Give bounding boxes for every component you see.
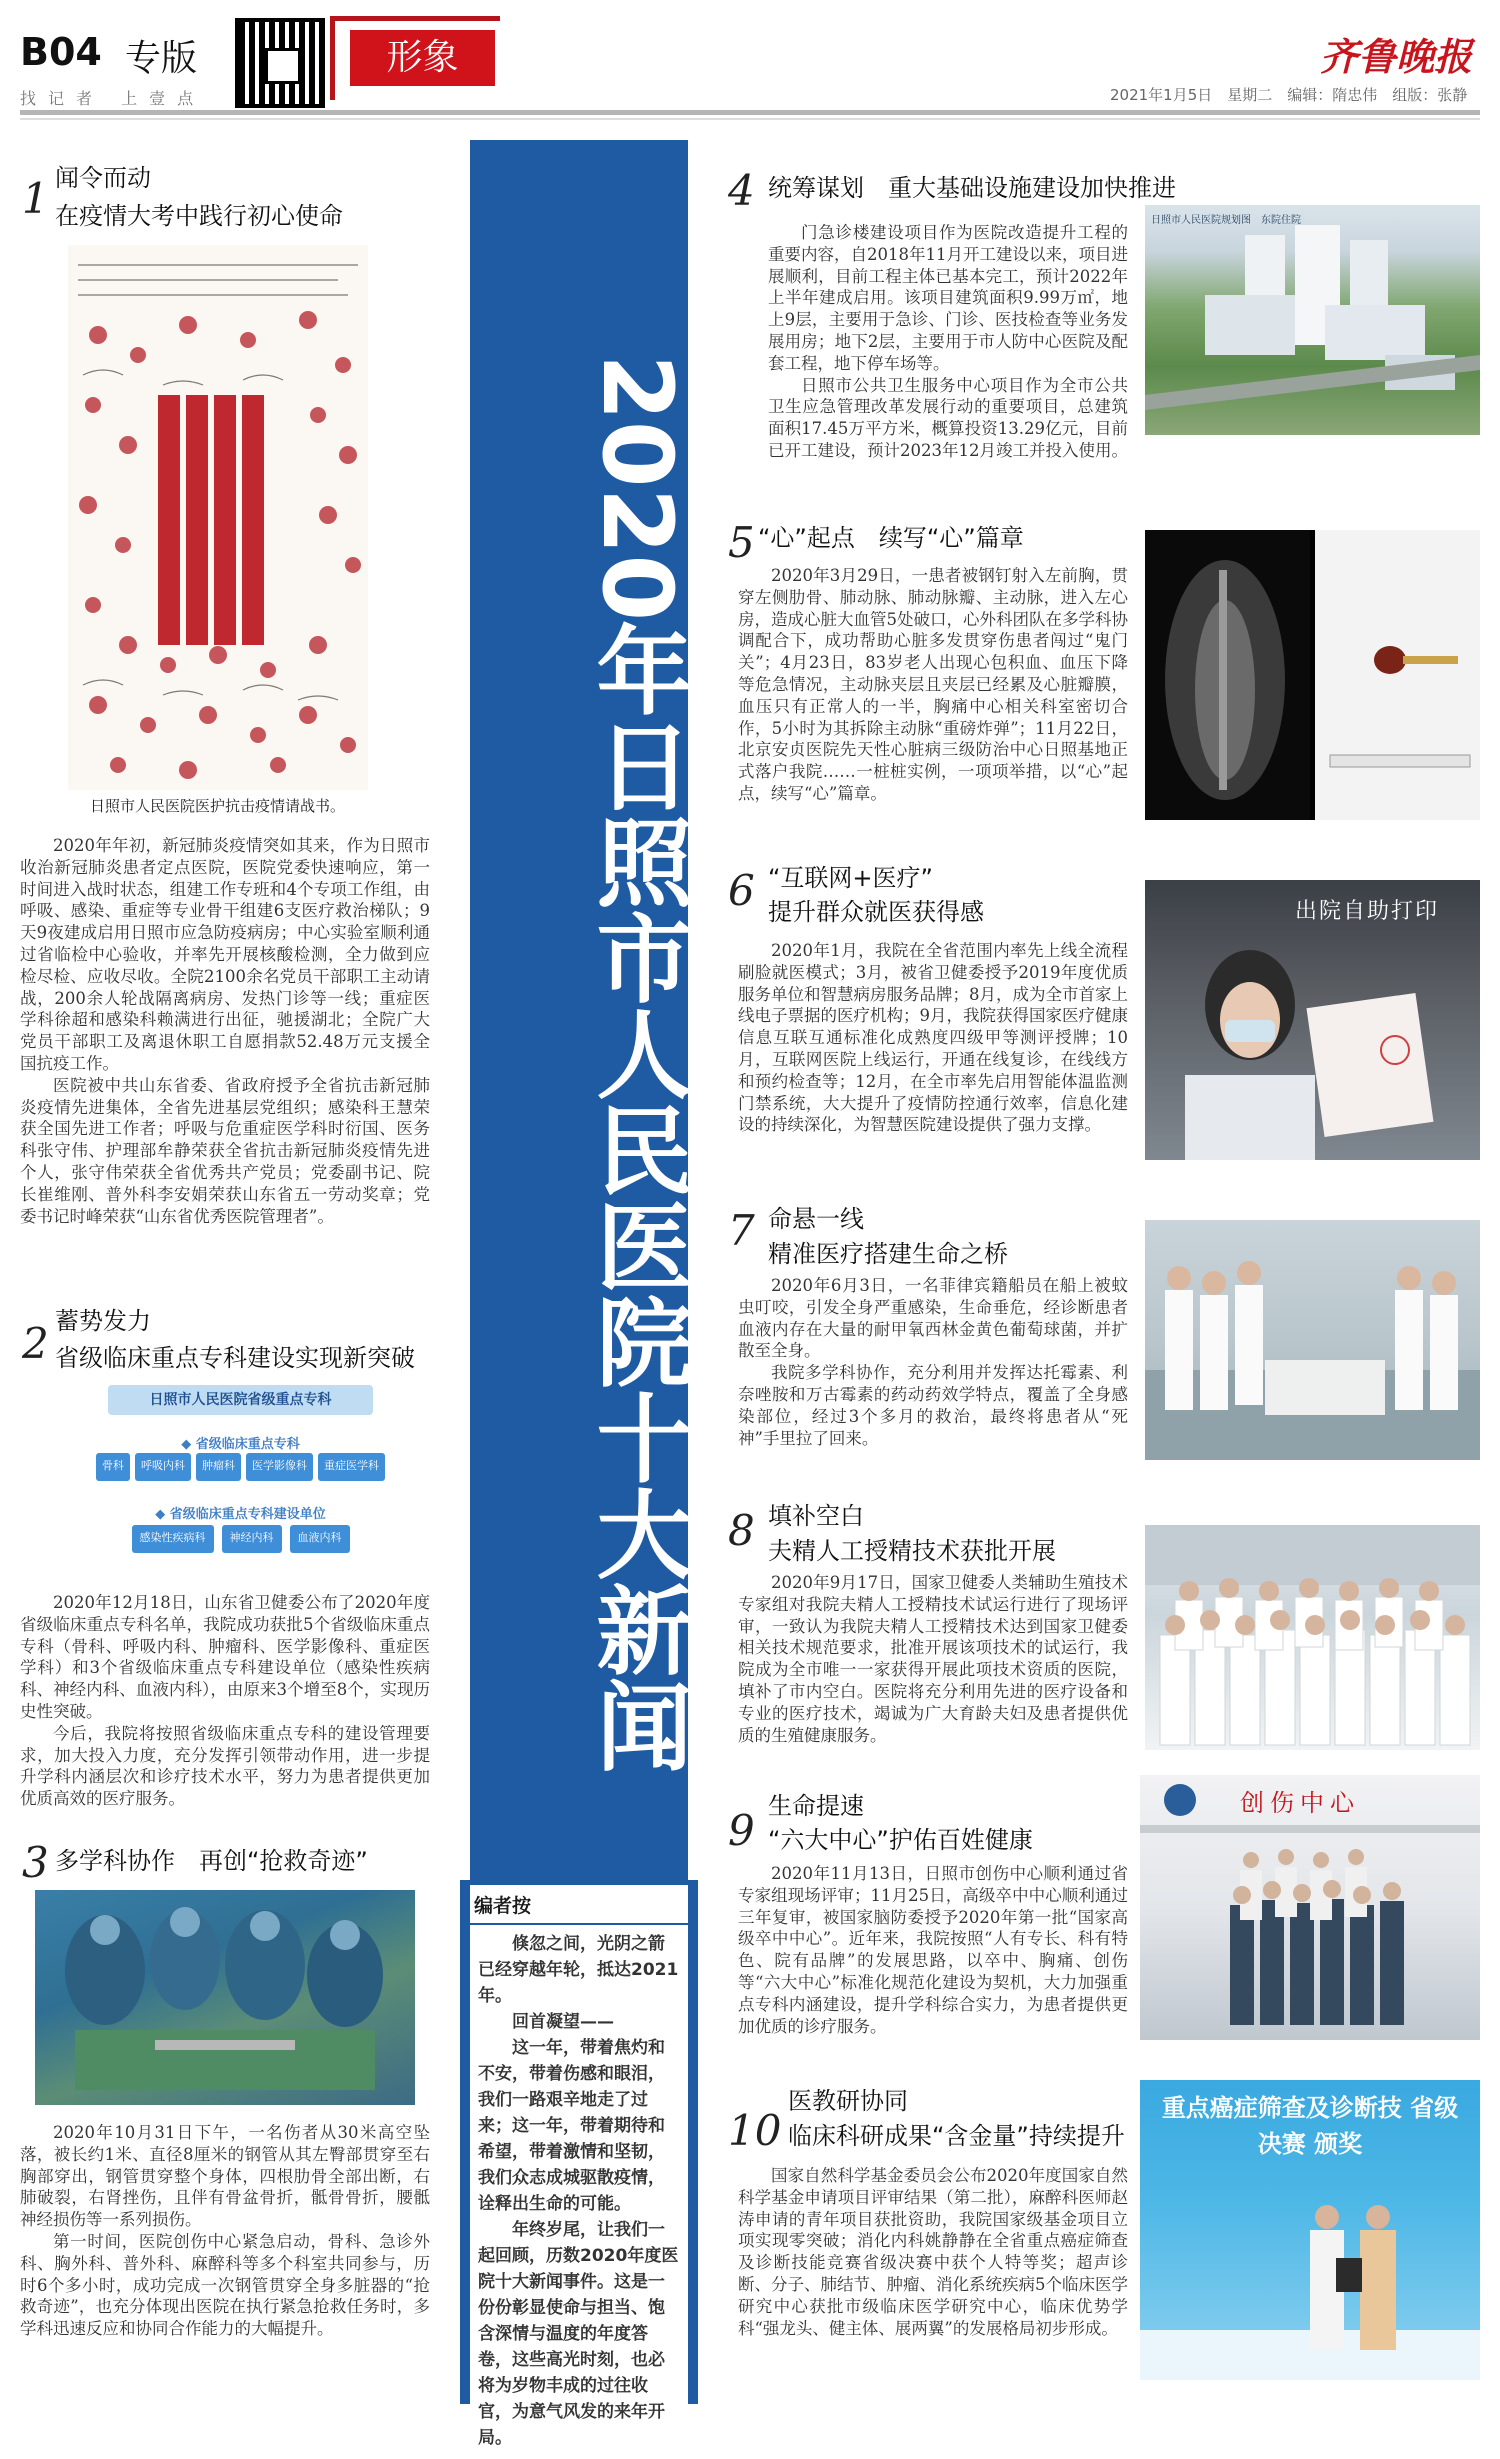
specialty-badge: 骨科 <box>96 1453 130 1481</box>
news-title: 在疫情大考中践行初心使命 <box>55 202 343 230</box>
news-paragraph: 2020年3月29日，一患者被钢钉射入左前胸，贯穿左侧肋骨、肺动脉、肺动脉瓣、主动脉，进入左心房，造成心脏大血管5处破口，心外科团队在多学科协调配合下，成功帮助心脏多发贯穿伤患者闯过“鬼门关”；4月23日，83岁老人出现心包积血、血压下降等危急情况，主动脉夹层且夹层已经累及心脏瓣膜，血压只有正常人的一半，胸痛中心相关科室密切合作，5小时为其拆除主动脉“重磅炸弹”；11月22日，北京安贞医院先天性心脏病三级防治中心日照基地正式落户我院……一桩桩实例，一项项举措，以“心”起点，续写“心”篇章。 <box>738 566 1128 803</box>
news-body <box>20 1592 430 1810</box>
news-body <box>20 835 430 1227</box>
editor-paragraph: 年终岁尾，让我们一起回顾，历数2020年度医院十大新闻事件。这是一份份彰显使命与担当、饱含深情与温度的年度答卷，这些高光时刻，也必将为岁物丰成的过往收官，为意气风发的来年开局。 <box>478 2220 679 2448</box>
news-title: 统筹谋划 重大基础设施建设加快推进 <box>768 174 1176 202</box>
news-number: 10 <box>728 2106 782 2155</box>
buildings <box>1145 205 1480 435</box>
news-paragraph: 第一时间，医院创伤中心紧急启动，骨科、急诊外科、胸外科、普外科、麻醉科等多个科室共同参与，历时6个多小时，成功完成一次钢管贯穿全身多脏器的“抢救奇迹”，也充分体现出医院在执行紧急抢救任务时，多学科迅速反应和协同合作能力的大幅提升。 <box>20 2231 430 2339</box>
petition-fingerprints <box>68 245 368 790</box>
news-paragraph: 国家自然科学基金委员会公布2020年度国家自然科学基金申请项目评审结果（第二批），麻醉科医师赵涛申请的青年项目获批资助，我院国家级基金项目立项实现零突破；消化内科姚静静在全省重点癌症筛查及诊断技能竞赛省级决赛中获个人特等奖；超声诊断、分子、肺结节、肿瘤、消化系统疾病5个临床医学研究中心获批市级临床医学研究中心，临床优势学科“强龙头、健主体、展两翼”的发展格局初步形成。 <box>738 2166 1128 2338</box>
nurse-photo <box>1145 880 1480 1160</box>
editor-paragraph: 倏忽之间，光阴之箭已经穿越年轮，抵达2021年。 <box>478 1934 679 2006</box>
news-body <box>738 2165 1128 2339</box>
news-title: 提升群众就医获得感 <box>768 898 984 926</box>
news-paragraph: 门急诊楼建设项目作为医院改造提升工程的重要内容，自2018年11月开工建设以来，项目进展顺利，目前工程主体已基本完工，预计2022年上半年建成启用。该项目建筑面积9.99万㎡，地上9层，主要用于急诊、门诊、医技检查等业务发展用房；地下2层，主要用于市人防中心医院及配套工程，地下停车场等。 <box>768 223 1128 373</box>
trauma-center-photo <box>1140 1775 1480 2040</box>
news-number: 9 <box>728 1806 755 1855</box>
news-title: 蓄势发力 <box>55 1307 151 1335</box>
news-title: 临床科研成果“含金量”持续提升 <box>788 2122 1125 2150</box>
news-number: 3 <box>22 1838 49 1887</box>
editor-paragraph: 这一年，带着焦灼和不安，带着伤感和眼泪，我们一路艰辛地走了过来；这一年，带着期待和希望，带着激情和坚韧，我们众志成城驱散疫情，诠释出生命的可能。 <box>478 2038 665 2214</box>
editor-note-label: 编者按 <box>470 1885 688 1923</box>
surgery-scene <box>35 1890 415 2105</box>
news-title: 夫精人工授精技术获批开展 <box>768 1537 1056 1565</box>
news-body <box>20 2122 430 2340</box>
sign-text: 出院自助打印 <box>1295 899 1440 924</box>
news-title: 精准医疗搭建生命之桥 <box>768 1240 1008 1268</box>
render-label: 日照市人民医院规划图 东院住院 <box>1151 215 1301 226</box>
diagram-group-label: ◆ 省级临床重点专科建设单位 <box>155 1507 326 1522</box>
news-paragraph: 2020年11月13日，日照市创伤中心顺利通过省专家组现场评审；11月25日，高级卒中中心顺利通过三年复审，被国家脑防委授予2020年第一批“国家高级卒中中心”。近年来，我院按照“人有专长、科有特色、院有品牌”的发展思路，以卒中、胸痛、创伤等“六大中心”标准化规范化建设为契机，大力加强重点专科内涵建设，提升学科综合实力，为患者提供更加优质的诊疗服务。 <box>738 1864 1128 2036</box>
specialty-diagram <box>68 1385 413 1570</box>
specialty-badge: 血液内科 <box>290 1525 350 1553</box>
page-title: 2020年日照市人民医院十大新闻 <box>581 354 693 1774</box>
news-number: 4 <box>728 166 755 215</box>
slogan: 找记者 上壹点 <box>20 89 206 108</box>
news-paragraph: 2020年12月18日，山东省卫健委公布了2020年度省级临床重点专科名单，我院成功获批5个省级临床重点专科（骨科、呼吸内科、肿瘤科、医学影像科、重症医学科）和3个省级临床重点专科建设单位（感染性疾病科、神经内科、血液内科），由原来3个增至8个，实现历史性突破。 <box>20 1593 430 1721</box>
news-title: 闻令而动 <box>55 164 151 192</box>
hospital-aerial-render <box>1145 205 1480 435</box>
staff-group-photo <box>1145 1525 1480 1750</box>
news-body <box>768 222 1128 462</box>
paper-logo: 齐鲁晚报 <box>1320 34 1473 79</box>
news-title: 填补空白 <box>768 1502 864 1530</box>
header-rule <box>20 110 1480 115</box>
specialty-badge: 神经内科 <box>222 1525 282 1553</box>
news-paragraph: 2020年年初，新冠肺炎疫情突如其来，作为日照市收治新冠肺炎患者定点医院，医院党委快速响应，第一时间进入战时状态，组建工作专班和4个专项工作组，由呼吸、感染、重症等专业骨干组建6支医疗救治梯队；9天9夜建成启用日照市应急防疫病房；中心实验室顺利通过省临检中心验收，并率先开展核酸检测，全力做到应检尽检、应收尽收。全院2100余名党员干部职工主动请战，200余人轮战隔离病房、发热门诊等一线；重症医学科徐超和感染科赖满进行出征，驰援湖北；全院广大党员干部职工及离退休职工自愿捐款52.48万元支援全国抗疫工作。 <box>20 836 430 1073</box>
trauma-sign: 创伤中心 <box>1240 1789 1360 1817</box>
page-code: B04 <box>20 30 102 74</box>
patient-photo <box>1145 1220 1480 1460</box>
specialty-badge: 呼吸内科 <box>135 1453 191 1481</box>
section-tag: 形象 <box>350 30 495 86</box>
news-title: 医教研协同 <box>788 2087 908 2115</box>
specialty-badge: 重症医学科 <box>318 1453 385 1481</box>
specialty-badge: 肿瘤科 <box>196 1453 241 1481</box>
news-number: 6 <box>728 866 755 915</box>
news-number: 2 <box>22 1319 49 1368</box>
news-number: 7 <box>728 1206 755 1255</box>
news-number: 5 <box>728 518 755 567</box>
news-paragraph: 日照市公共卫生服务中心项目作为全市公共卫生应急管理改革发展行动的重要项目，总建筑面积17.45万平方米，概算投资13.29亿元，目前已开工建设，预计2023年12月竣工并投入使用。 <box>768 375 1128 460</box>
news-paragraph: 2020年9月17日，国家卫健委人类辅助生殖技术专家组对我院夫精人工授精技术试运行进行了现场评审，一致认为我院夫精人工授精技术达到国家卫健委相关技术规范要求，批准开展该项技术的试运行，我院成为全市唯一一家获得开展此项技术资质的医院，填补了市内空白。医院将充分利用先进的医疗设备和专业的医疗技术，竭诚为广大育龄夫妇及患者提供优质的生殖健康服务。 <box>738 1573 1128 1745</box>
news-body <box>738 1863 1128 2037</box>
surgery-photo <box>35 1890 415 2105</box>
news-title: “互联网+医疗” <box>768 864 933 892</box>
news-body <box>738 940 1128 1136</box>
news-paragraph: 今后，我院将按照省级临床重点专科的建设管理要求，加大投入力度，充分发挥引领带动作用，进一步提升学科内涵层次和诊疗技术水平，努力为患者提供更加优质高效的医疗服务。 <box>20 1723 430 1809</box>
header-rule-thin <box>20 118 1480 120</box>
news-paragraph: 2020年6月3日，一名菲律宾籍船员在船上被蚊虫叮咬，引发全身严重感染，生命垂危，经诊断患者血液内存在大量的耐甲氧西林金黄色葡萄球菌，并扩散至全身。 <box>738 1276 1128 1361</box>
news-body <box>738 1572 1128 1746</box>
news-paragraph: 2020年1月，我院在全省范围内率先上线全流程刷脸就医模式；3月，被省卫健委授予2019年度优质服务单位和智慧病房服务品牌；8月，成为全市首家上线电子票据的医疗机构；9月，我院获得国家医疗健康信息互联互通标准化成熟度四级甲等测评授牌；10月，互联网医院上线运行，开通在线复诊，在线线方和预约检查等；12月，在全市率先启用智能体温监测门禁系统，大大提升了疫情防控通行效率，信息化建设的持续深化，为智慧医院建设提供了强力支撑。 <box>738 941 1128 1135</box>
news-title: 生命提速 <box>768 1792 864 1820</box>
news-paragraph: 医院被中共山东省委、省政府授予全省抗击新冠肺炎疫情先进集体，全省先进基层党组织；感染科王慧荣获全国先进工作者；呼吸与危重症医学科时衍国、医务科张守伟、护理部牟静荣获全省抗击新冠肺炎疫情先进个人，张守伟荣获全省优秀共产党员；党委副书记、院长崔维刚、普外科李安娟荣获山东省五一劳动奖章；党委书记时峰荣获“山东省优秀医院管理者”。 <box>20 1075 430 1226</box>
specialty-badge: 医学影像科 <box>246 1453 313 1481</box>
qr-code-icon[interactable] <box>235 18 325 108</box>
news-paragraph: 我院多学科协作，充分利用并发挥达托霉素、利奈唑胺和万古霉素的药动药效学特点，覆盖了全身感染部位，经过3个多月的救治，最终将患者从“死神”手里拉了回来。 <box>738 1363 1128 1448</box>
news-title: “心”起点 续写“心”篇章 <box>758 524 1024 552</box>
diagram-group-label: ◆ 省级临床重点专科 <box>181 1437 300 1452</box>
section-label: 专版 <box>125 38 198 79</box>
award-banner-text: 重点癌症筛查及诊断技 省级决赛 颁奖 <box>1161 2094 1459 2158</box>
news-title: 多学科协作 再创“抢救奇迹” <box>55 1847 368 1875</box>
news-body <box>738 1275 1128 1449</box>
news-title: 命悬一线 <box>768 1205 864 1233</box>
news-number: 1 <box>22 174 49 223</box>
news-title: 省级临床重点专科建设实现新突破 <box>55 1344 415 1372</box>
image-caption: 日照市人民医院医护抗击疫情请战书。 <box>89 797 345 815</box>
xray-image <box>1145 530 1480 820</box>
award-photo <box>1140 2080 1480 2380</box>
xray-scene <box>1145 530 1480 820</box>
group-scene <box>1145 1525 1480 1750</box>
editor-note <box>470 1925 688 2459</box>
specialty-badge: 感染性疾病科 <box>132 1525 214 1553</box>
petition-image <box>68 245 368 790</box>
editor-paragraph: 回首凝望—— <box>512 2012 614 2032</box>
diagram-title: 日照市人民医院省级重点专科 <box>108 1385 373 1415</box>
news-title: “六大中心”护佑百姓健康 <box>768 1826 1033 1854</box>
patient-scene <box>1145 1220 1480 1460</box>
date-line: 2021年1月5日 星期二 编辑：隋忠伟 组版：张静 <box>1110 86 1468 104</box>
news-paragraph: 2020年10月31日下午，一名伤者从30米高空坠落，被长约1米、直径8厘米的钢管从其左臀部贯穿至右胸部穿出，钢管贯穿整个身体，四根肋骨全部出断，右肺破裂，右肾挫伤，且伴有骨盆骨折，骶骨骨折，腰骶神经损伤等一系列损伤。 <box>20 2123 430 2230</box>
news-body <box>738 565 1128 805</box>
news-number: 8 <box>728 1506 755 1555</box>
